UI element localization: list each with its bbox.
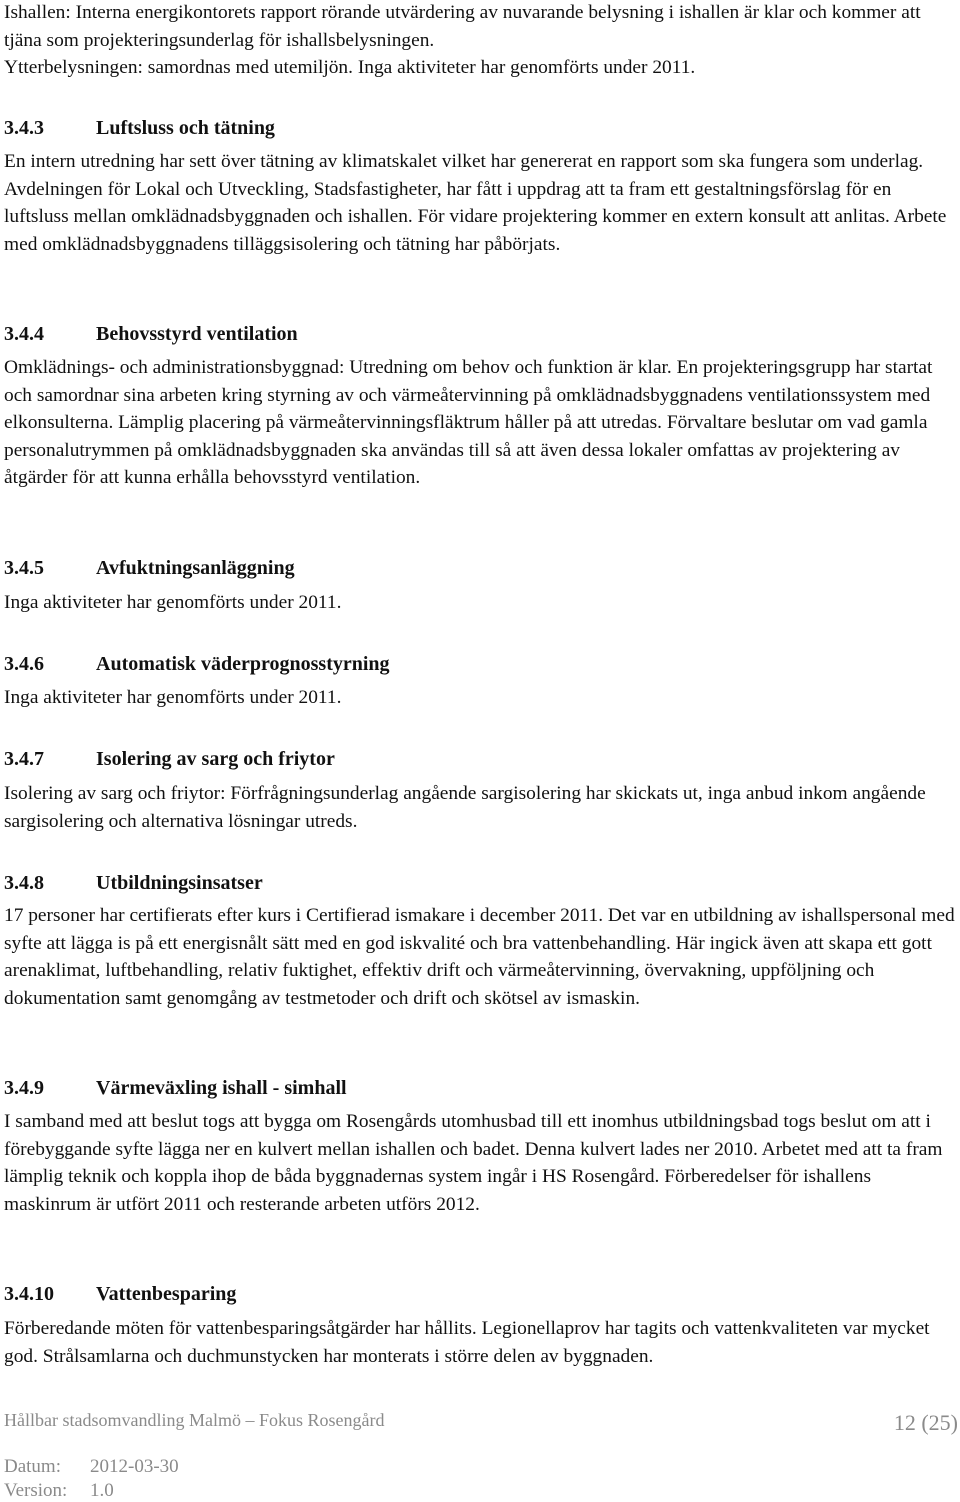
section-number: 3.4.3 [4, 117, 44, 139]
section-heading [4, 1074, 347, 1102]
section-title: Värmeväxling ishall - simhall [96, 1077, 347, 1099]
section-title: Utbildningsinsatser [96, 872, 263, 894]
section-title: Isolering av sarg och friytor [96, 748, 335, 770]
section-number: 3.4.9 [4, 1077, 44, 1099]
section-heading [4, 114, 275, 142]
section-heading [4, 650, 390, 678]
section-number: 3.4.6 [4, 653, 44, 675]
section-heading [4, 320, 298, 348]
section-body: Inga aktiviteter har genomförts under 2011. [4, 592, 342, 613]
intro-paragraph-ytterbelysning: Ytterbelysningen: samordnas med utemiljön. Inga aktiviteter har genomförts under 2011. [4, 57, 696, 79]
version-value: 1.0 [90, 1480, 114, 1501]
section-title: Luftsluss och tätning [96, 117, 275, 139]
page-number: 12 (25) [893, 1410, 958, 1435]
intro-block [4, 0, 956, 82]
date-label: Datum: [4, 1456, 61, 1477]
section-body: Omklädnings- och administrationsbyggnad: Utredning om behov och funktion är klar. En projekteringsgrupp har startat och samordnar sina arbeten kring styrning av och värmeåtervinning på omklädnadsbyggnadens ventilationssystem med elkonsulterna. Lämplig placering på värmeåtervinningsfläktrum håller på att utredas. Förvaltare beslutar om vad gamla personalutrymmen på omklädnadsbyggnaden ska användas till så att även dessa lokaler omfattas av projektering av åtgärder för att kunna erhålla behovsstyrd ventilation. [4, 357, 933, 489]
section-heading [4, 869, 263, 897]
footer-date [4, 1456, 179, 1478]
intro-paragraph-ishallen: Ishallen: Interna energikontorets rapport rörande utvärdering av nuvarande belysning i ishallen är klar och kommer att tjäna som projekteringsunderlag för ishallsbelysningen. [4, 2, 921, 51]
footer-version [4, 1480, 114, 1502]
section-title: Automatisk väderprognosstyrning [96, 653, 390, 675]
section-body: Förberedande möten för vattenbesparingsåtgärder har hållits. Legionellaprov har tagits och vattenkvaliteten var mycket god. Strålsamlarna och duchmunstycken har monterats i större delen av byggnaden. [4, 1318, 930, 1367]
section-title: Vattenbesparing [96, 1283, 237, 1305]
section-body: 17 personer har certifierats efter kurs i Certifierad ismakare i december 2011. Det var en utbildning av ishallspersonal med syfte att lägga is på ett energisnålt sätt med en god iskvalité och bra vattenbehandling. Här ingick även att skapa ett gott arenaklimat, luftbehandling, relativ fuktighet, effektiv drift och värmeåtervinning, övervakning, uppföljning och dokumentation samt genomgång av testmetoder och drift och skötsel av ismaskin. [4, 905, 955, 1009]
section-number: 3.4.10 [4, 1283, 54, 1305]
section-heading [4, 554, 295, 582]
section-title: Behovsstyrd ventilation [96, 323, 298, 345]
section-number: 3.4.8 [4, 872, 44, 894]
section-body: I samband med att beslut togs att bygga om Rosengårds utomhusbad till ett inomhus utbildningsbad togs beslut om att i förebyggande syfte lägga ner en kulvert mellan ishallen och badet. Denna kulvert lades ner 2010. Arbetet med att ta fram lämplig teknik och koppla ihop de båda byggnadernas system ingår i HS Rosengård. Förberedelser för ishallens maskinrum är utfört 2011 och resterande arbeten utförs 2012. [4, 1111, 943, 1215]
section-number: 3.4.5 [4, 557, 44, 579]
section-number: 3.4.7 [4, 748, 44, 770]
footer-project: Hållbar stadsomvandling Malmö – Fokus Rosengård [4, 1410, 385, 1430]
section-number: 3.4.4 [4, 323, 44, 345]
section-title: Avfuktningsanläggning [96, 557, 295, 579]
section-body: En intern utredning har sett över tätning av klimatskalet vilket har genererat en rapport som ska fungera som underlag. Avdelningen för Lokal och Utveckling, Stadsfastigheter, har fått i uppdrag att ta fram ett gestaltningsförslag för en luftsluss mellan omklädnadsbyggnaden och ishallen. För vidare projektering kommer en extern konsult att anlitas. Arbete med omklädnadsbyggnadens tilläggsisolering och tätning har påbörjats. [4, 151, 947, 255]
date-value: 2012-03-30 [90, 1456, 179, 1477]
section-body: Inga aktiviteter har genomförts under 2011. [4, 687, 342, 708]
section-heading [4, 745, 335, 773]
section-body: Isolering av sarg och friytor: Förfrågningsunderlag angående sargisolering har skickats ut, inga anbud inkom angående sargisolering och alternativa lösningar utreds. [4, 783, 926, 832]
version-label: Version: [4, 1480, 68, 1501]
section-heading [4, 1280, 236, 1308]
